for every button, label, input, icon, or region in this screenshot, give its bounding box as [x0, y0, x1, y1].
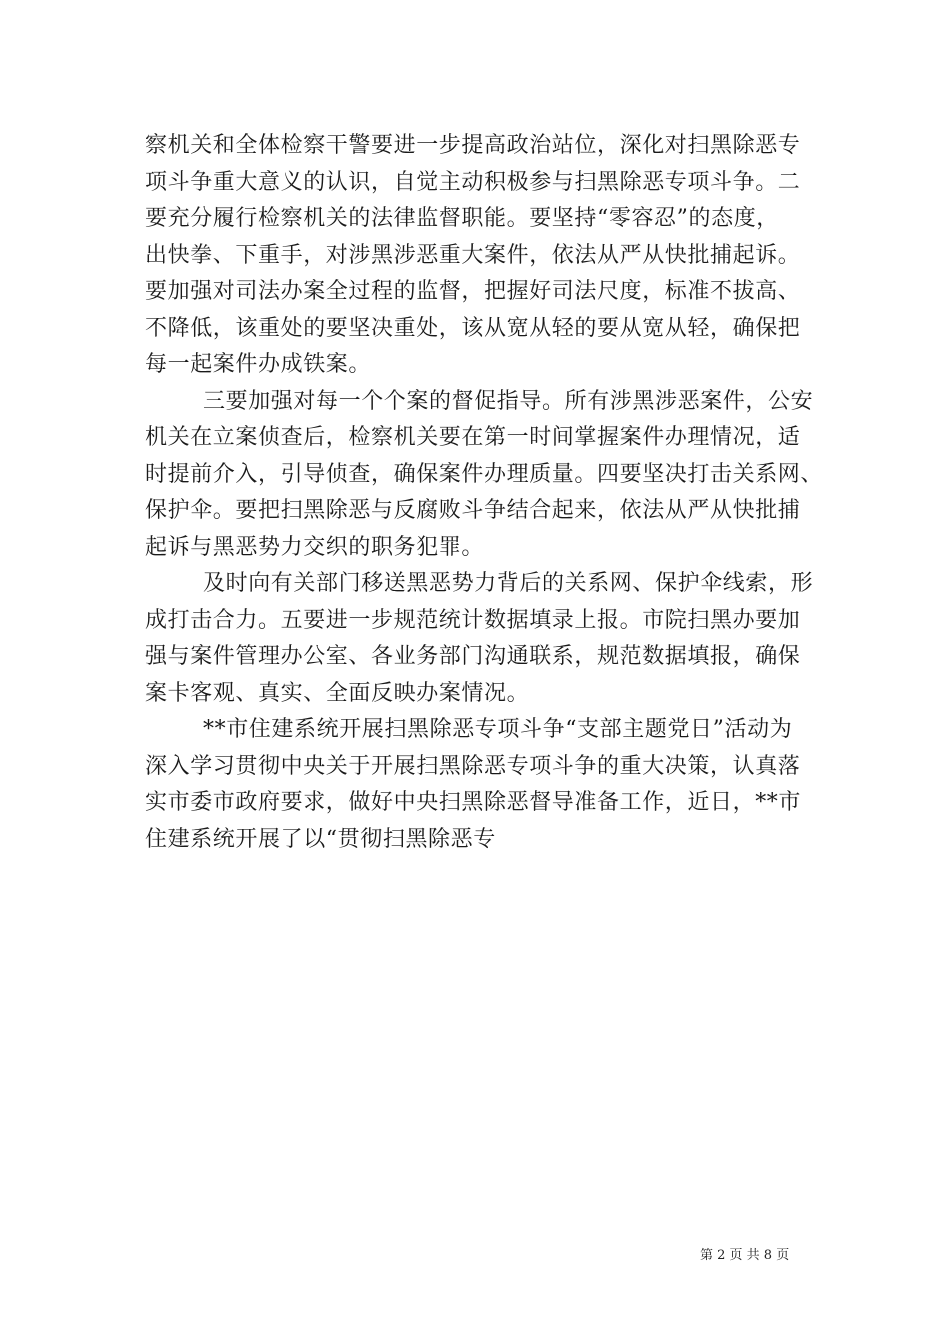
text-line: 保护伞。要把扫黑除恶与反腐败斗争结合起来，依法从严从快批捕	[145, 498, 801, 523]
body-text	[145, 128, 824, 858]
text-line: 要充分履行检察机关的法律监督职能。要坚持“零容忍”的态度，	[145, 206, 779, 231]
text-line: 深入学习贯彻中央关于开展扫黑除恶专项斗争的重大决策，认真落	[145, 753, 801, 779]
text-line: 强与案件管理办公室、各业务部门沟通联系，规范数据填报，确保	[145, 644, 801, 669]
text-line: 出快拳、下重手，对涉黑涉恶重大案件，依法从严从快批捕起诉。	[145, 242, 801, 268]
text-line: 案卡客观、真实、全面反映办案情况。	[145, 680, 530, 706]
text-line: 机关在立案侦查后，检察机关要在第一时间掌握案件办理情况，适	[145, 425, 801, 450]
text-line: 成打击合力。五要进一步规范统计数据填录上报。市院扫黑办要加	[145, 607, 801, 633]
text-line: 时提前介入，引导侦查，确保案件办理质量。四要坚决打击关系网、	[145, 461, 824, 487]
paragraph-first-line: 三要加强对每一个个案的督促指导。所有涉黑涉恶案件，公安	[203, 388, 814, 414]
text-line: 起诉与黑恶势力交织的职务犯罪。	[145, 534, 485, 560]
text-line: 项斗争重大意义的认识，自觉主动积极参与扫黑除恶专项斗争。二	[145, 169, 801, 195]
text-line: 实市委市政府要求，做好中央扫黑除恶督导准备工作，近日，**市	[145, 790, 802, 815]
paragraph-first-line: 及时向有关部门移送黑恶势力背后的关系网、保护伞线索，形	[203, 571, 814, 596]
text-line: 要加强对司法办案全过程的监督，把握好司法尺度，标准不拔高、	[145, 279, 801, 304]
page-number-footer: 第 2 页 共 8 页	[700, 1248, 790, 1263]
text-line: 察机关和全体检察干警要进一步提高政治站位，深化对扫黑除恶专	[145, 133, 801, 158]
text-line: 住建系统开展了以“贯彻扫黑除恶专	[145, 826, 496, 852]
paragraph-first-line: **市住建系统开展扫黑除恶专项斗争“支部主题党日”活动为	[203, 717, 793, 742]
text-line: 每一起案件办成铁案。	[145, 352, 372, 377]
text-line: 不降低，该重处的要坚决重处，该从宽从轻的要从宽从轻，确保把	[145, 315, 801, 341]
